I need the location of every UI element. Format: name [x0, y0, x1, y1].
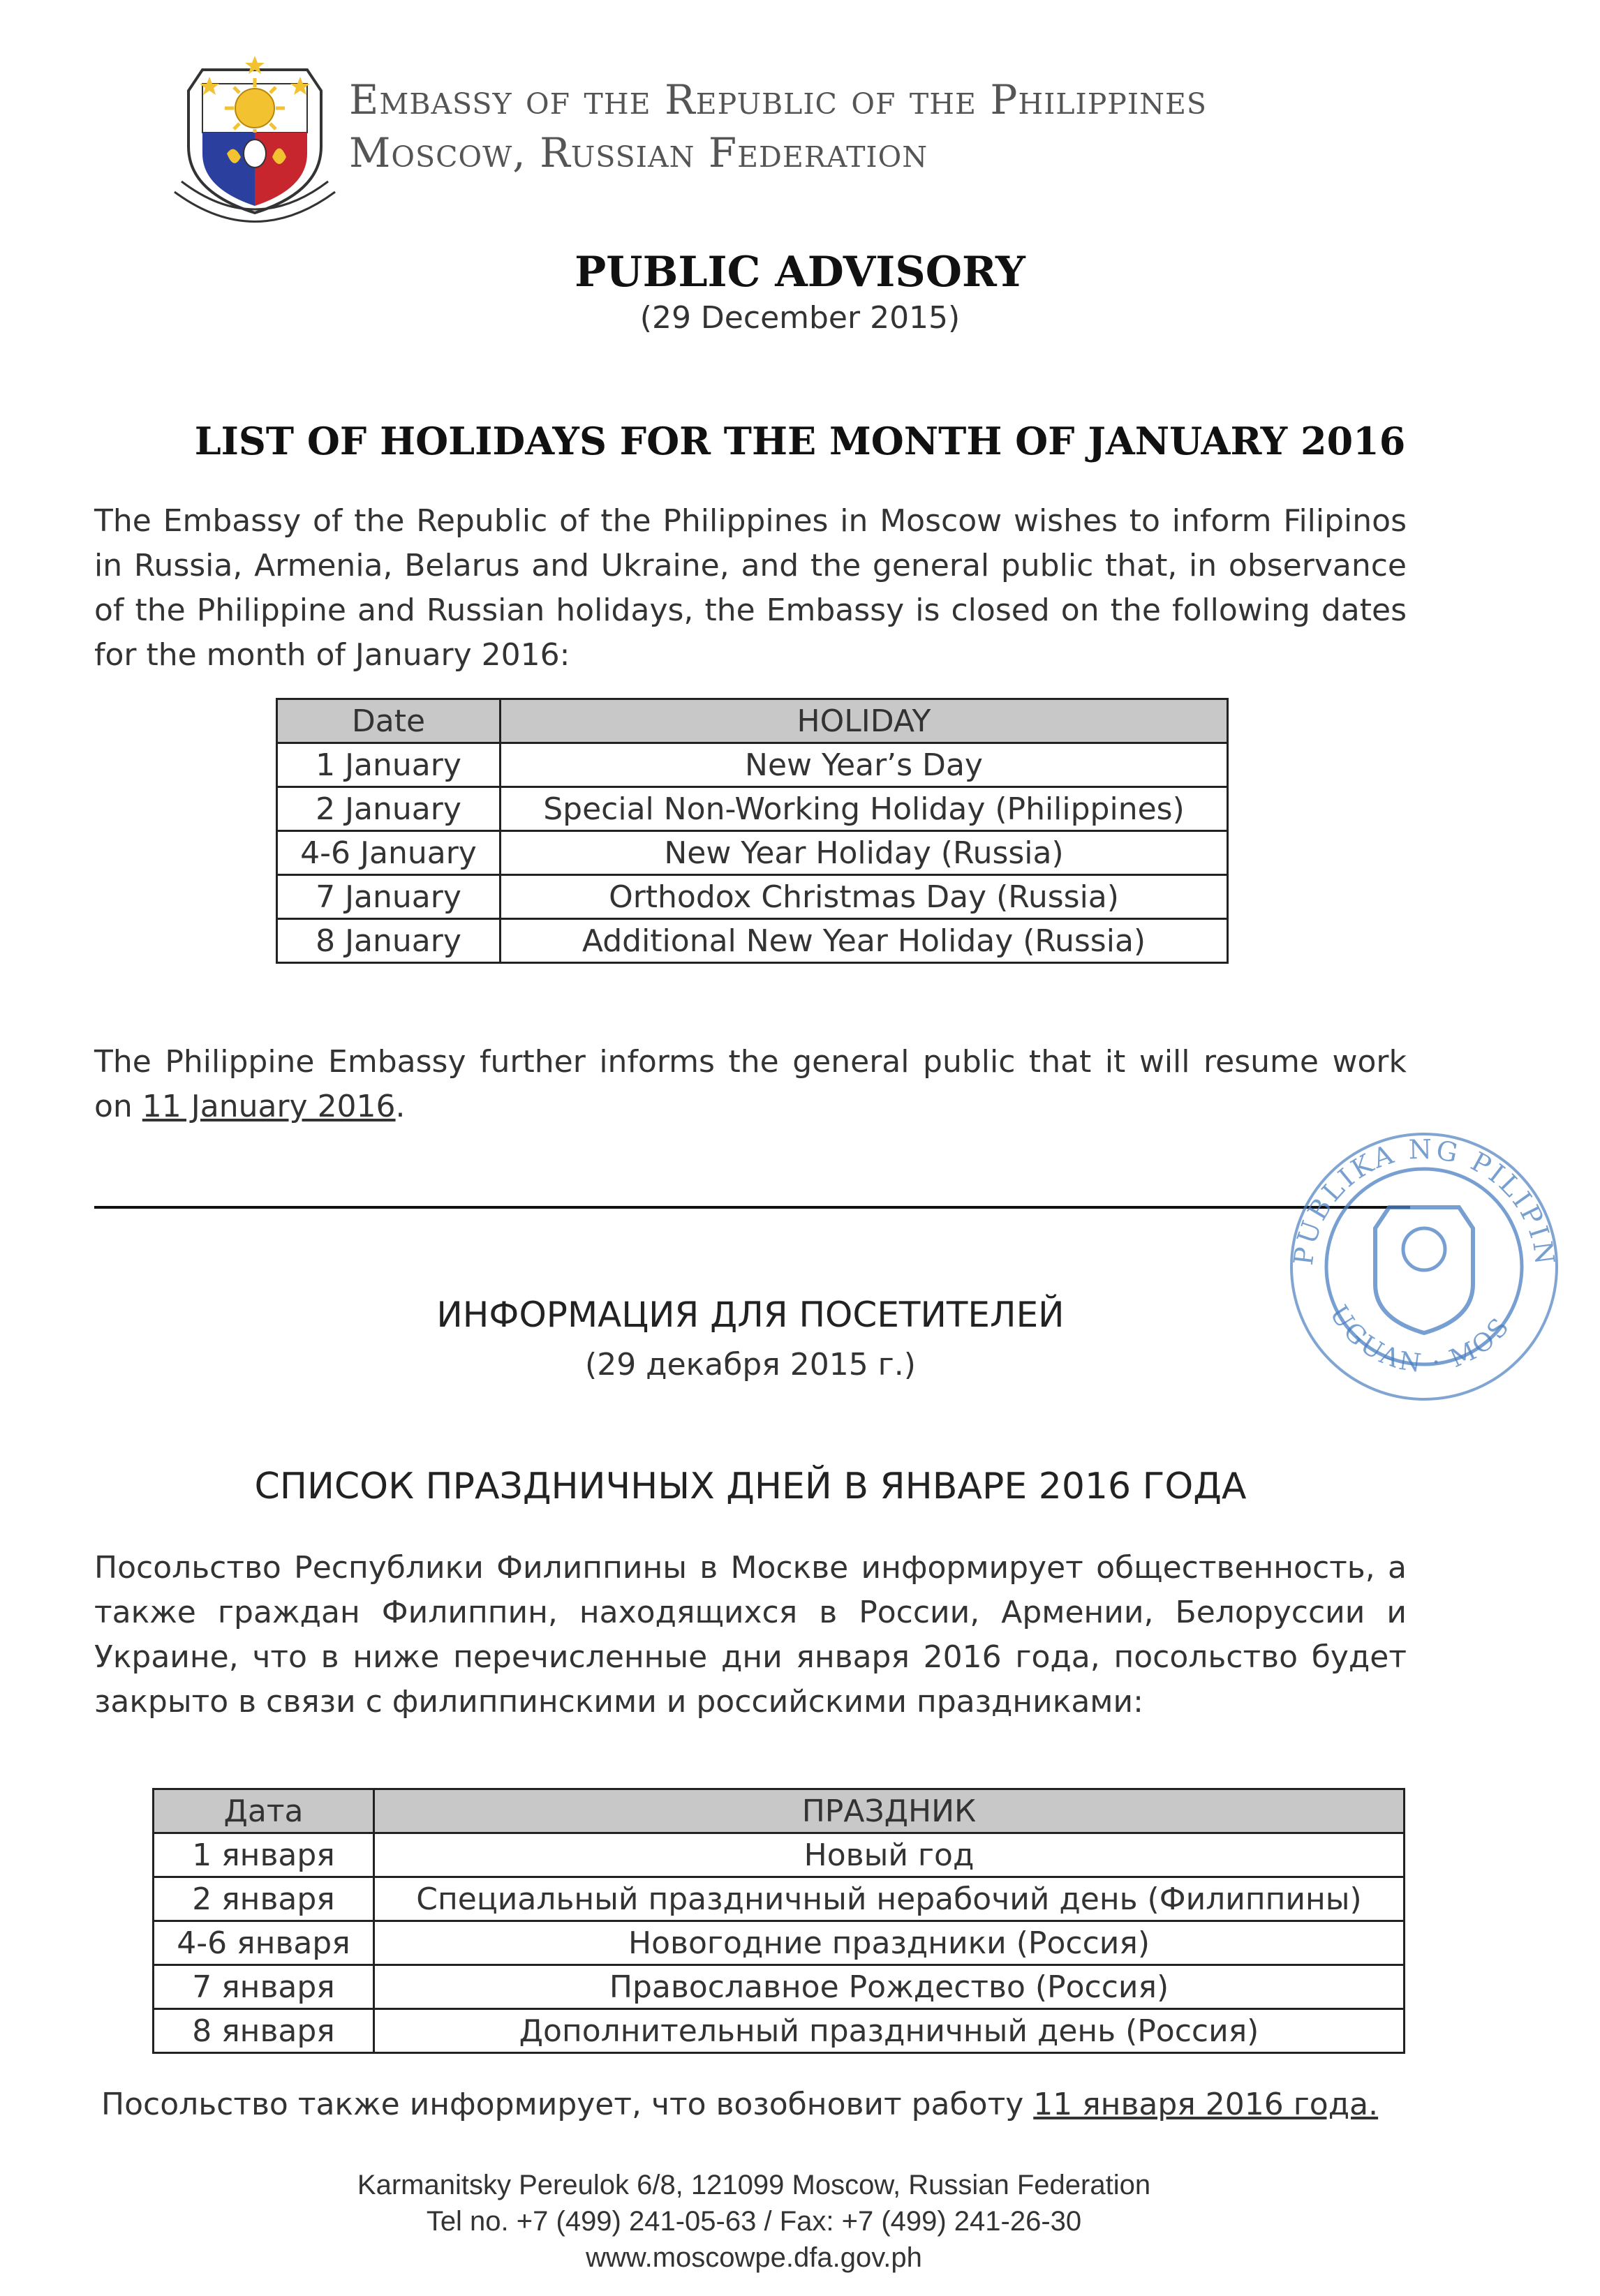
table-row [154, 1877, 1405, 1921]
resume-text: The Philippine Embassy further informs the general public that it will resume work on [94, 1044, 1407, 1124]
resume-date: 11 January 2016 [142, 1089, 396, 1124]
holiday-cell: Additional New Year Holiday (Russia) [501, 919, 1228, 963]
resume-date: 11 января 2016 года. [1033, 2087, 1379, 2122]
russian-intro-paragraph: Посольство Республики Филиппины в Москве информирует общественность, а также граждан Филиппин, находящихся в России, Армении, Белоруссии и Украине, что в ниже перечисленные дни января 2016 года, посольство будет закрыто в связи с филиппинскими и российскими праздниками: [94, 1550, 1407, 1720]
holiday-cell: Дополнительный праздничный день (Россия) [374, 2009, 1405, 2053]
holiday-cell: New Year Holiday (Russia) [501, 831, 1228, 875]
russian-title: ИНФОРМАЦИЯ ДЛЯ ПОСЕТИТЕЛЕЙ [436, 1295, 1065, 1335]
date-cell: 7 January [277, 875, 501, 919]
date-cell: 8 January [277, 919, 501, 963]
table-row [154, 1965, 1405, 2009]
holiday-column-header: ПРАЗДНИК [374, 1789, 1405, 1833]
date-cell: 4-6 января [154, 1921, 374, 1965]
date-column-header: Дата [154, 1789, 374, 1833]
english-resume-paragraph [94, 1040, 1407, 1129]
table-row [154, 1833, 1405, 1877]
date-cell: 2 January [277, 787, 501, 831]
footer [0, 2167, 1508, 2276]
section-divider [94, 1206, 1410, 1209]
holiday-column-header: HOLIDAY [501, 699, 1228, 743]
footer-website[interactable]: www.moscowpe.dfa.gov.ph [586, 2242, 922, 2273]
advisory-title: PUBLIC ADVISORY [575, 248, 1025, 297]
date-cell: 4-6 January [277, 831, 501, 875]
holiday-cell: Православное Рождество (Россия) [374, 1965, 1405, 2009]
stamp-top-text: PUBLIKA NG PILIPIN [1287, 1133, 1561, 1269]
table-header-row [154, 1789, 1405, 1833]
date-column-header: Date [277, 699, 501, 743]
stamp-bottom-text: UGUAN · MOS [1324, 1300, 1517, 1379]
holiday-cell: Специальный праздничный нерабочий день (Филиппины) [374, 1877, 1405, 1921]
resume-end: . [395, 1089, 406, 1124]
embassy-line-2: Moscow, Russian Federation [349, 129, 928, 177]
holiday-cell: Новый год [374, 1833, 1405, 1877]
table-row [277, 787, 1228, 831]
embassy-line-1: Embassy of the Republic of the Philippines [349, 76, 1207, 124]
date-cell: 1 January [277, 743, 501, 787]
english-holiday-table [276, 698, 1229, 964]
coat-of-arms-seal [161, 42, 349, 230]
russian-resume-paragraph [101, 2087, 1378, 2122]
date-cell: 7 января [154, 1965, 374, 2009]
holiday-cell: Special Non-Working Holiday (Philippines) [501, 787, 1228, 831]
russian-holiday-table [152, 1788, 1405, 2054]
russian-date: (29 декабря 2015 г.) [585, 1347, 916, 1382]
holiday-cell: Новогодние праздники (Россия) [374, 1921, 1405, 1965]
english-intro-paragraph: The Embassy of the Republic of the Philippines in Moscow wishes to inform Filipinos in Russia, Armenia, Belarus and Ukraine, and the general public that, in observance of the Philippine and Russian holidays, the Embassy is closed on the following dates for the month of January 2016: [94, 503, 1407, 673]
footer-address: Karmanitsky Pereulok 6/8, 121099 Moscow, Russian Federation [357, 2170, 1151, 2200]
table-row [277, 831, 1228, 875]
holiday-cell: New Year’s Day [501, 743, 1228, 787]
table-row [277, 919, 1228, 963]
advisory-date: (29 December 2015) [639, 300, 961, 336]
footer-phone: Tel no. +7 (499) 241-05-63 / Fax: +7 (499) 241-26-30 [426, 2206, 1082, 2237]
holiday-cell: Orthodox Christmas Day (Russia) [501, 875, 1228, 919]
russian-list-title: СПИСОК ПРАЗДНИЧНЫХ ДНЕЙ В ЯНВАРЕ 2016 ГОДА [254, 1466, 1247, 1507]
date-cell: 1 января [154, 1833, 374, 1877]
table-row [277, 875, 1228, 919]
embassy-name [349, 73, 1396, 179]
table-header-row [277, 699, 1228, 743]
holiday-list-title: LIST OF HOLIDAYS FOR THE MONTH OF JANUARY 2016 [194, 419, 1406, 463]
date-cell: 8 января [154, 2009, 374, 2053]
table-row [277, 743, 1228, 787]
date-cell: 2 января [154, 1877, 374, 1921]
resume-text: Посольство также информирует, что возобновит работу [101, 2087, 1034, 2122]
table-row [154, 2009, 1405, 2053]
table-row [154, 1921, 1405, 1965]
